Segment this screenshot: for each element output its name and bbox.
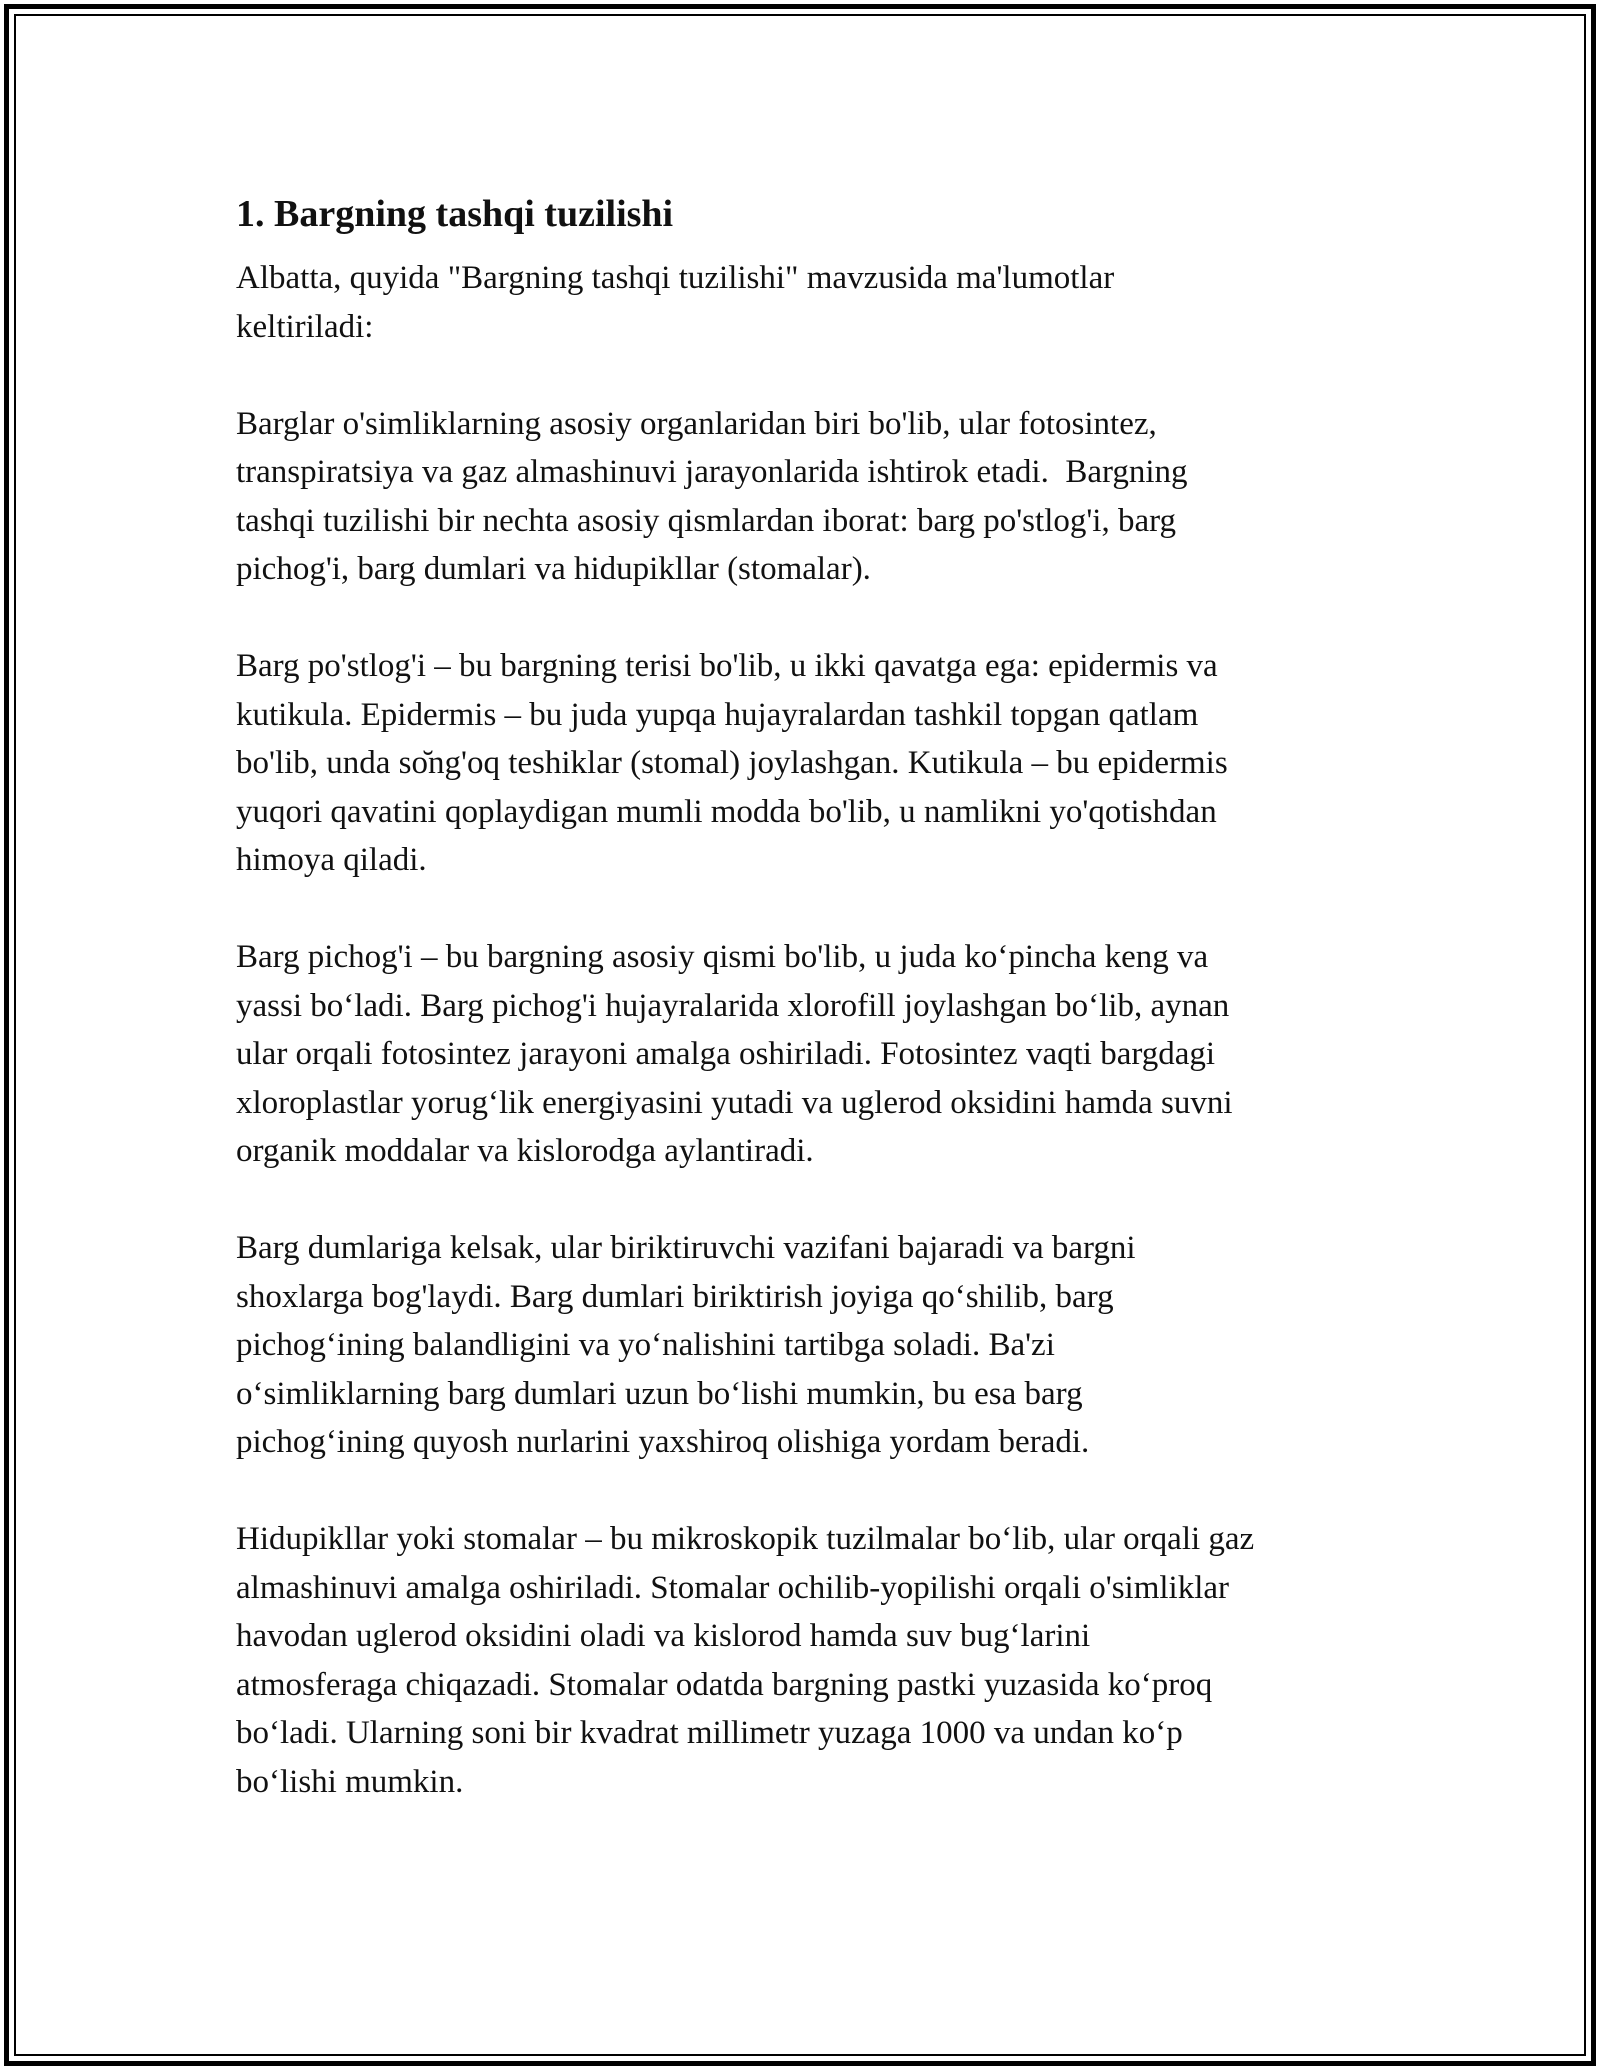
paragraph-barg-postlogi: Barg po'stlog'i – bu bargning terisi bo'lib, u ikki qavatga ega: epidermis va kutikula. Epidermis – bu juda yupqa hujayralardan tashkil topgan qatlam bo'lib, unda sо̆ng'oq teshiklar (stomal) joylashgan. Kutikula – bu epidermis yuqori qavatini qoplaydigan mumli modda bo'lib, u namlikni yo'qotishdan himoya qiladi. bbox=[236, 648, 1228, 878]
paragraph-intro: Albatta, quyida "Bargning tashqi tuzilishi" mavzusida ma'lumotlar keltiriladi: bbox=[236, 260, 1115, 345]
document-body bbox=[236, 188, 1376, 1855]
document-title: 1. Bargning tashqi tuzilishi bbox=[236, 193, 674, 235]
paragraph-overview: Barglar o'simliklarning asosiy organlaridan biri bo'lib, ular fotosintez, transpiratsiya va gaz almashinuvi jarayonlarida ishtirok etadi. Bargning tashqi tuzilishi bir nechta asosiy qismlardan iborat: barg po'stlog'i, barg pichog'i, barg dumlari va hidupikllar (stomalar). bbox=[236, 405, 1188, 587]
paragraph-barg-pichogi: Barg pichog'i – bu bargning asosiy qismi bo'lib, u juda koʻpincha keng va yassi boʻladi. Barg pichog'i hujayralarida xlorofill joylashgan boʻlib, aynan ular orqali fotosintez jarayoni amalga oshiriladi. Fotosintez vaqti bargdagi xloroplastlar yorugʻlik energiyasini yutadi va uglerod oksidini hamda suvni organik moddalar va kislorodga aylantiradi. bbox=[236, 939, 1233, 1169]
paragraph-stomalar: Hidupikllar yoki stomalar – bu mikroskopik tuzilmalar boʻlib, ular orqali gaz almashinuvi amalga oshiriladi. Stomalar ochilib-yopilishi orqali o'simliklar havodan uglerod oksidini oladi va kislorod hamda suv bugʻlarini atmosferaga chiqazadi. Stomalar odatda bargning pastki yuzasida koʻproq boʻladi. Ularning soni bir kvadrat millimetr yuzaga 1000 va undan koʻp boʻlishi mumkin. bbox=[236, 1521, 1255, 1800]
paragraph-barg-dumlari: Barg dumlariga kelsak, ular biriktiruvchi vazifani bajaradi va bargni shoxlarga bog'laydi. Barg dumlari biriktirish joyiga qoʻshilib, barg pichogʻining balandligini va yoʻnalishini tartibga soladi. Ba'zi oʻsimliklarning barg dumlari uzun boʻlishi mumkin, bu esa barg pichogʻining quyosh nurlarini yaxshiroq olishiga yordam beradi. bbox=[236, 1230, 1136, 1460]
